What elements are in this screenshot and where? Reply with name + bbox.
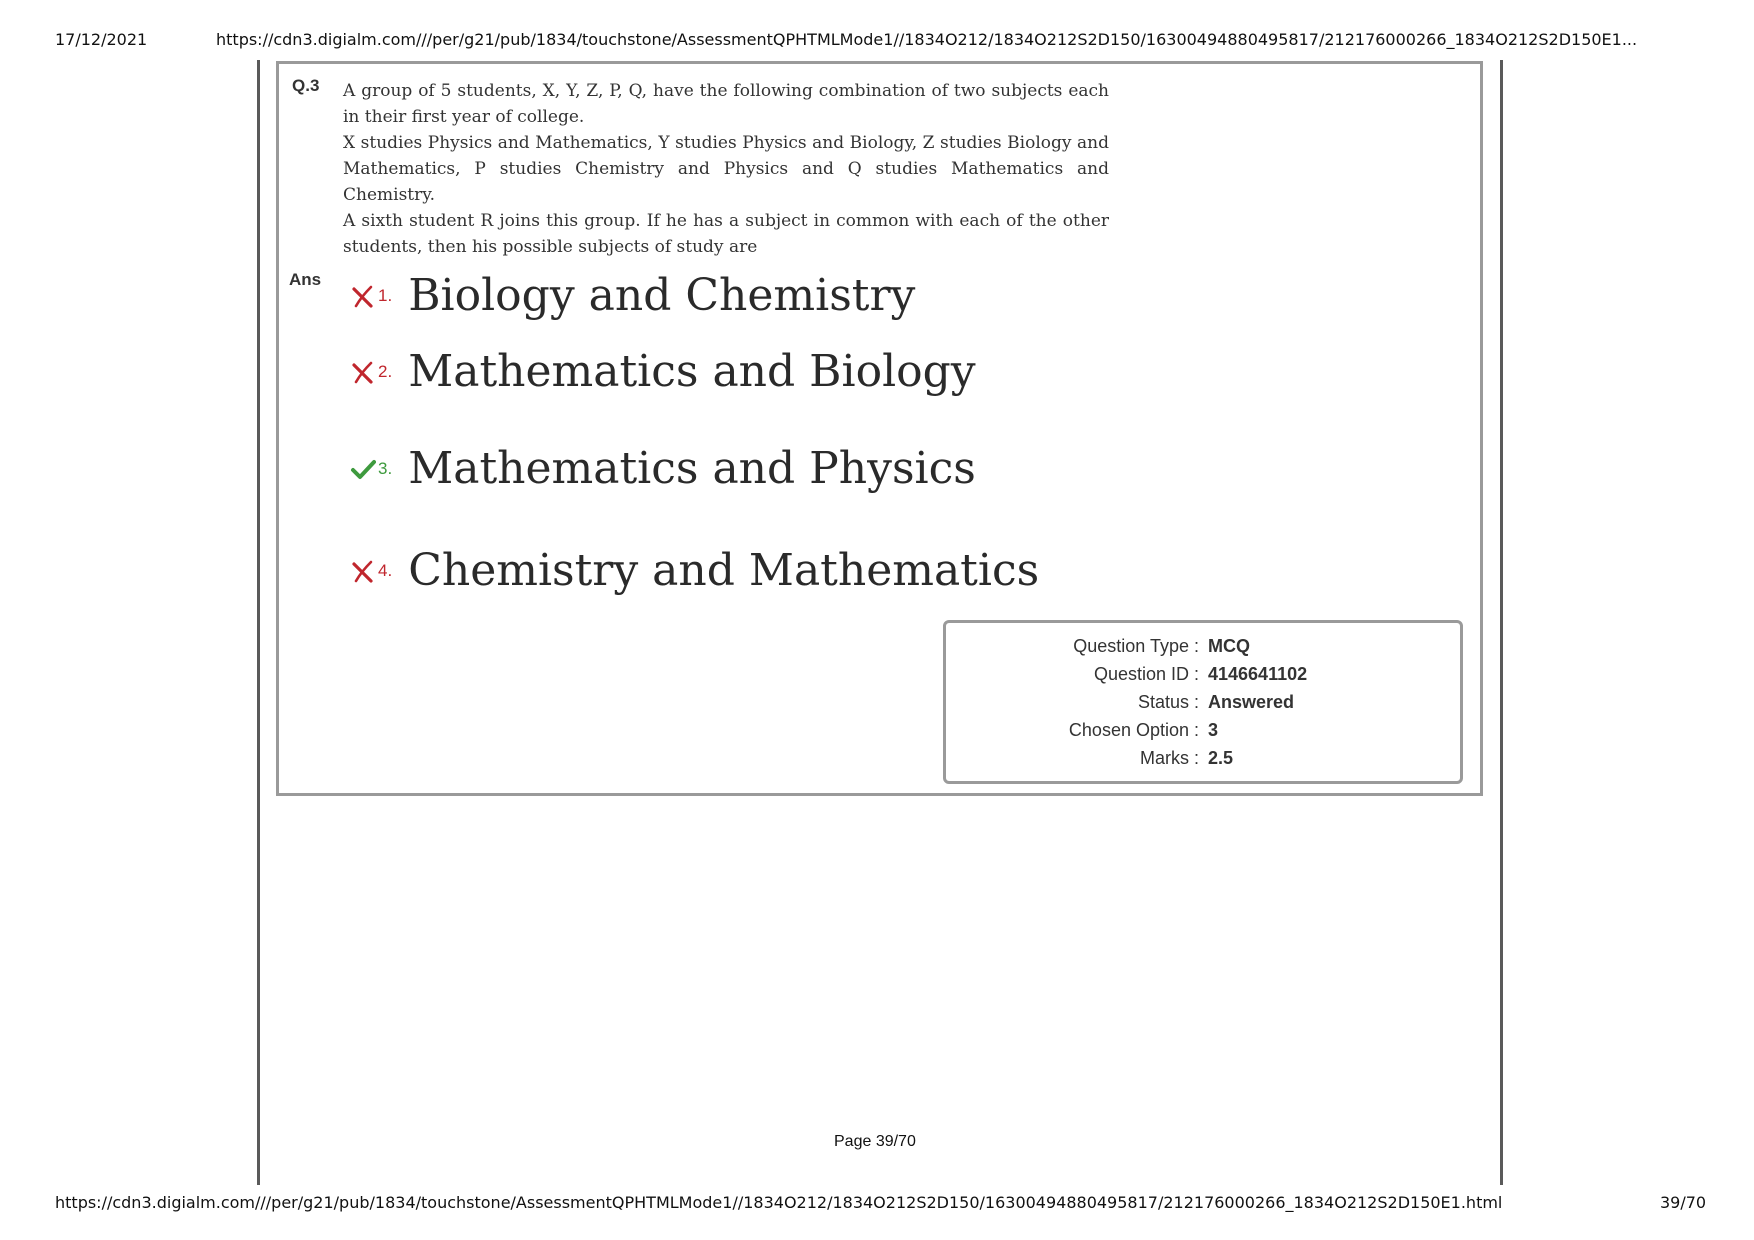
question-paragraph: A sixth student R joins this group. If he has a subject in common with each of the other students, then his possible subjects of study are bbox=[343, 211, 1109, 257]
header-url: https://cdn3.digialm.com///per/g21/pub/1834/touchstone/AssessmentQPHTMLMode1//1834O212/1834O212S2D150/16300494880495817/212176000266_1834O212S2D150E1... bbox=[216, 30, 1638, 49]
page-number: Page 39/70 bbox=[834, 1133, 916, 1150]
meta-key: Question Type : bbox=[1073, 636, 1199, 656]
meta-key: Chosen Option : bbox=[1068, 720, 1199, 740]
question-text bbox=[343, 78, 1109, 260]
meta-key: Marks : bbox=[1139, 748, 1199, 768]
page-rule-left bbox=[257, 60, 260, 1185]
print-date: 17/12/2021 bbox=[55, 30, 148, 49]
meta-key: Status : bbox=[1137, 692, 1199, 712]
meta-value: 4146641102 bbox=[1208, 664, 1308, 684]
option-text: Chemistry and Mathematics bbox=[408, 545, 1040, 596]
option-number: 2. bbox=[378, 361, 393, 381]
meta-value: MCQ bbox=[1208, 636, 1250, 656]
page-rule-right bbox=[1500, 60, 1503, 1185]
cross-icon bbox=[350, 283, 376, 309]
answer-option-1 bbox=[350, 270, 915, 321]
question-paragraph: A group of 5 students, X, Y, Z, P, Q, have the following combination of two subjects each in their first year of college. bbox=[343, 81, 1109, 127]
cross-icon bbox=[350, 359, 376, 385]
meta-value: 3 bbox=[1208, 720, 1219, 740]
question-paragraph: X studies Physics and Mathematics, Y studies Physics and Biology, Z studies Biology and Mathematics, P studies Chemistry and Physics and Q studies Mathematics and Chemistry. bbox=[343, 133, 1109, 205]
cross-icon bbox=[350, 558, 376, 584]
question-meta-box bbox=[943, 620, 1463, 784]
meta-value: 2.5 bbox=[1208, 748, 1234, 768]
answer-label: Ans bbox=[289, 270, 322, 289]
footer-page-count: 39/70 bbox=[1660, 1193, 1707, 1212]
option-text: Mathematics and Physics bbox=[408, 443, 976, 494]
meta-key: Question ID : bbox=[1093, 664, 1199, 684]
option-number: 4. bbox=[378, 560, 393, 580]
option-number: 3. bbox=[378, 458, 393, 478]
option-number: 1. bbox=[378, 285, 393, 305]
answer-option-3 bbox=[350, 443, 976, 494]
check-icon bbox=[350, 456, 376, 482]
option-text: Biology and Chemistry bbox=[408, 270, 916, 321]
option-text: Mathematics and Biology bbox=[408, 346, 976, 397]
question-number: Q.3 bbox=[292, 76, 320, 95]
footer-url: https://cdn3.digialm.com///per/g21/pub/1834/touchstone/AssessmentQPHTMLMode1//1834O212/1834O212S2D150/16300494880495817/212176000266_1834O212S2D150E1.html bbox=[55, 1193, 1503, 1212]
answer-option-4 bbox=[350, 545, 1039, 596]
answer-option-2 bbox=[350, 346, 976, 397]
meta-value: Answered bbox=[1208, 692, 1295, 712]
